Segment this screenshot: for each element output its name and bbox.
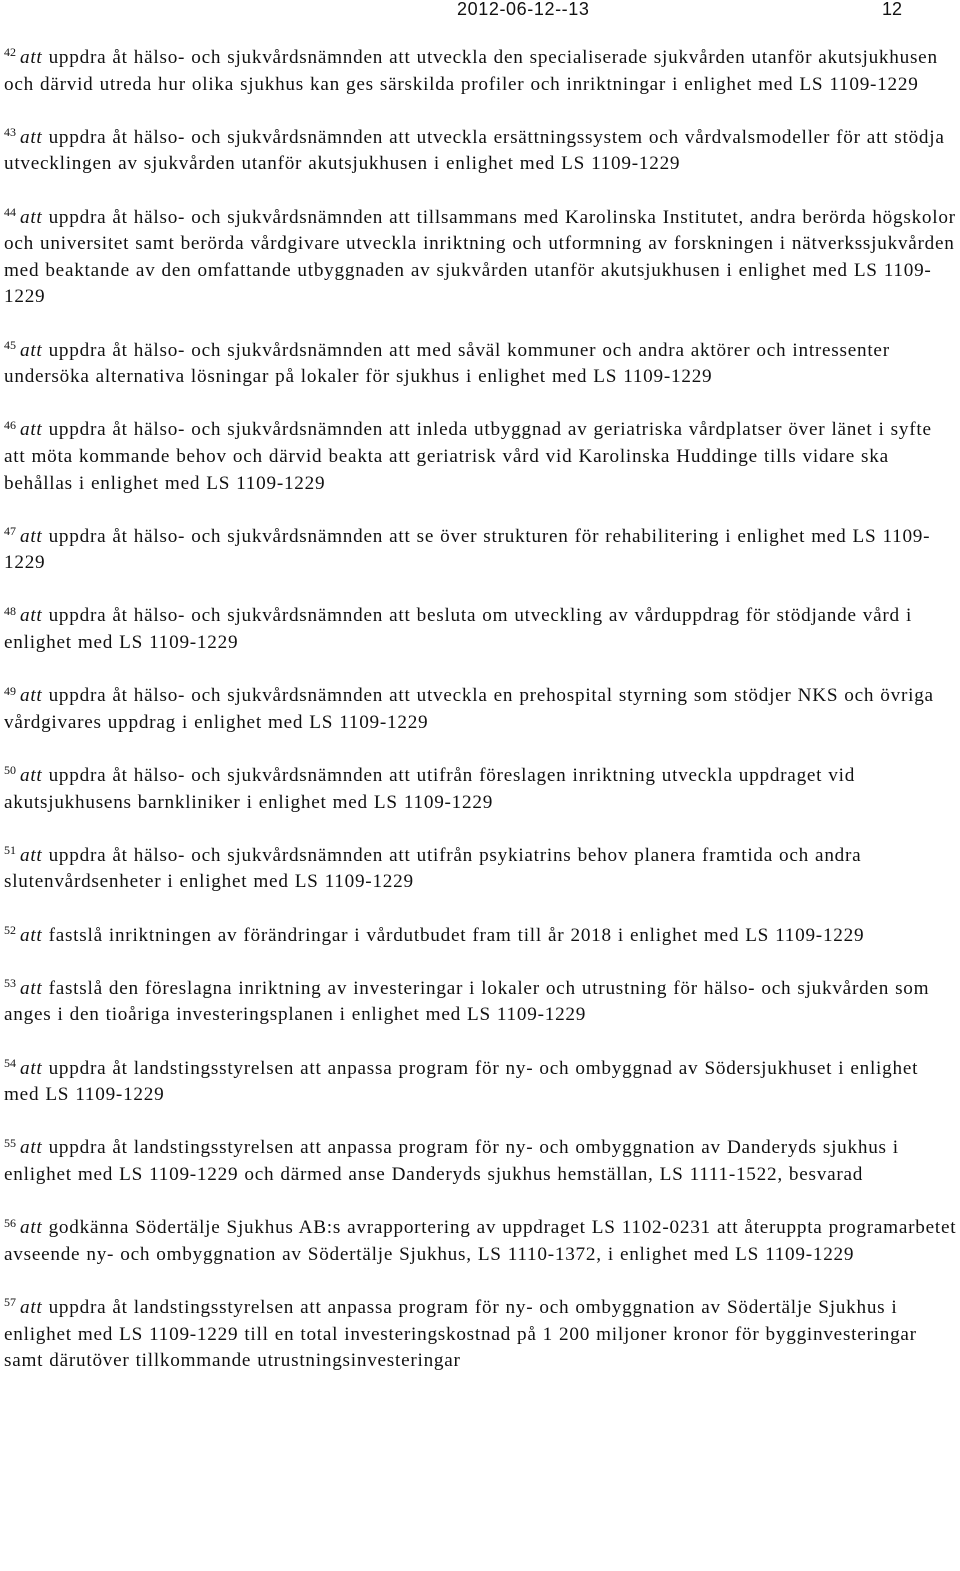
decision-item (4, 1295, 958, 1375)
decision-item (4, 763, 958, 816)
item-text: uppdra åt hälso- och sjukvårdsnämnden att utveckla ersättningssystem och vårdvalsmodeller för att stödja utvecklingen av sjukvården utanför akutsjukhusen i enlighet med LS 1109-1229 (4, 126, 945, 175)
item-number: 51 (4, 843, 16, 858)
item-lead: att (20, 765, 43, 787)
decision-item (4, 524, 958, 577)
decision-item (4, 976, 958, 1029)
item-text: uppdra åt landstingsstyrelsen att anpassa program för ny- och ombyggnad av Södersjukhuset i enlighet med LS 1109-1229 (4, 1057, 919, 1106)
header-date: 2012-06-12--13 (457, 0, 590, 19)
page-number: 12 (882, 0, 903, 19)
item-lead: att (20, 1137, 43, 1159)
item-number: 55 (4, 1135, 16, 1150)
item-lead: att (20, 339, 43, 361)
item-text: uppdra åt hälso- och sjukvårdsnämnden att utveckla den specialiserade sjukvården utanför akutsjukhusen och därvid utreda hur olika sjukhus kan ges särskilda profiler och inriktningar i enlighet med LS 1109-1229 (4, 47, 938, 95)
item-lead: att (20, 605, 43, 627)
decision-item (4, 843, 958, 896)
item-text: uppdra åt landstingsstyrelsen att anpassa program för ny- och ombyggnation av Södertälje Sjukhus i enlighet med LS 1109-1229 till en total investeringskostnad på 1 200 miljoner kronor för bygginvesteringar samt därutöver tillkommande utrustningsinvesteringar (4, 1296, 917, 1372)
decision-item (4, 1215, 958, 1268)
item-text: fastslå inriktningen av förändringar i vårdutbudet fram till år 2018 i enlighet med LS 1109-1229 (48, 924, 865, 946)
decision-item (4, 205, 958, 311)
item-number: 47 (4, 524, 16, 539)
item-text: uppdra åt hälso- och sjukvårdsnämnden att se över strukturen för rehabilitering i enlighet med LS 1109-1229 (4, 525, 931, 574)
item-lead: att (20, 924, 43, 946)
item-text: uppdra åt hälso- och sjukvårdsnämnden att besluta om utveckling av vårduppdrag för stödjande vård i enlighet med LS 1109-1229 (4, 605, 913, 654)
decision-item (4, 1056, 958, 1109)
item-lead: att (20, 1296, 43, 1318)
item-number: 46 (4, 417, 16, 432)
decision-item (4, 1135, 958, 1188)
item-number: 44 (4, 204, 16, 219)
decision-item (4, 683, 958, 736)
item-text: uppdra åt hälso- och sjukvårdsnämnden att med såväl kommuner och andra aktörer och intressenter undersöka alternativa lösningar på lokaler för sjukhus i enlighet med LS 1109-1229 (4, 339, 890, 388)
item-number: 50 (4, 763, 16, 778)
decision-list (4, 45, 958, 1401)
item-lead: att (20, 977, 43, 999)
item-lead: att (20, 685, 43, 707)
item-number: 52 (4, 923, 16, 937)
item-text: uppdra åt hälso- och sjukvårdsnämnden att utveckla en prehospital styrning som stödjer NKS och övriga vårdgivares uppdrag i enlighet med LS 1109-1229 (4, 685, 934, 733)
item-number: 48 (4, 603, 16, 618)
item-lead: att (20, 126, 43, 148)
item-lead: att (20, 844, 43, 866)
item-number: 54 (4, 1055, 16, 1070)
item-lead: att (20, 525, 43, 547)
item-number: 53 (4, 976, 16, 991)
decision-item (4, 45, 958, 98)
item-number: 49 (4, 683, 16, 698)
item-text: godkänna Södertälje Sjukhus AB:s avrapportering av uppdraget LS 1102-0231 att återuppta programarbetet avseende ny- och ombyggnation av Södertälje Sjukhus, LS 1110-1372, i enlighet med LS 1109-1229 (4, 1217, 957, 1265)
item-lead: att (20, 206, 43, 228)
item-text: fastslå den föreslagna inriktning av investeringar i lokaler och utrustning för hälso- och sjukvården som anges i den tioåriga investeringsplanen i enlighet med LS 1109-1229 (4, 977, 930, 1026)
item-lead: att (20, 47, 43, 68)
item-number: 57 (4, 1295, 16, 1310)
item-number: 56 (4, 1215, 16, 1230)
item-text: uppdra åt hälso- och sjukvårdsnämnden att utifrån föreslagen inriktning utveckla uppdraget vid akutsjukhusens barnkliniker i enlighet med LS 1109-1229 (4, 765, 856, 813)
page-header (0, 0, 960, 22)
item-lead: att (20, 419, 43, 441)
item-lead: att (20, 1057, 43, 1079)
decision-item (4, 125, 958, 178)
item-lead: att (20, 1217, 43, 1239)
item-text: uppdra åt landstingsstyrelsen att anpassa program för ny- och ombyggnation av Danderyds sjukhus i enlighet med LS 1109-1229 och därmed anse Danderyds sjukhus hemställan, LS 1111-1522, besvarad (4, 1137, 899, 1185)
item-number: 43 (4, 125, 16, 140)
item-text: uppdra åt hälso- och sjukvårdsnämnden att tillsammans med Karolinska Institutet, andra berörda högskolor och universitet samt berörda vårdgivare utveckla inriktning och utformning av forskningen i nätverkssjukvården med beaktande av den omfattande utbyggnaden av sjukvården utanför akutsjukhusen i enlighet med LS 1109-1229 (4, 206, 956, 308)
item-number: 45 (4, 337, 16, 352)
item-text: uppdra åt hälso- och sjukvårdsnämnden att inleda utbyggnad av geriatriska vårdplatser över länet i syfte att möta kommande behov och därvid beakta att geriatrisk vård vid Karolinska Huddinge tills vidare ska behållas i enlighet med LS 1109-1229 (4, 419, 932, 494)
item-text: uppdra åt hälso- och sjukvårdsnämnden att utifrån psykiatrins behov planera framtida och andra slutenvårdsenheter i enlighet med LS 1109-1229 (4, 844, 862, 893)
decision-item (4, 417, 958, 497)
item-number: 42 (4, 45, 16, 60)
decision-item (4, 338, 958, 391)
decision-item (4, 603, 958, 656)
decision-item (4, 923, 958, 950)
